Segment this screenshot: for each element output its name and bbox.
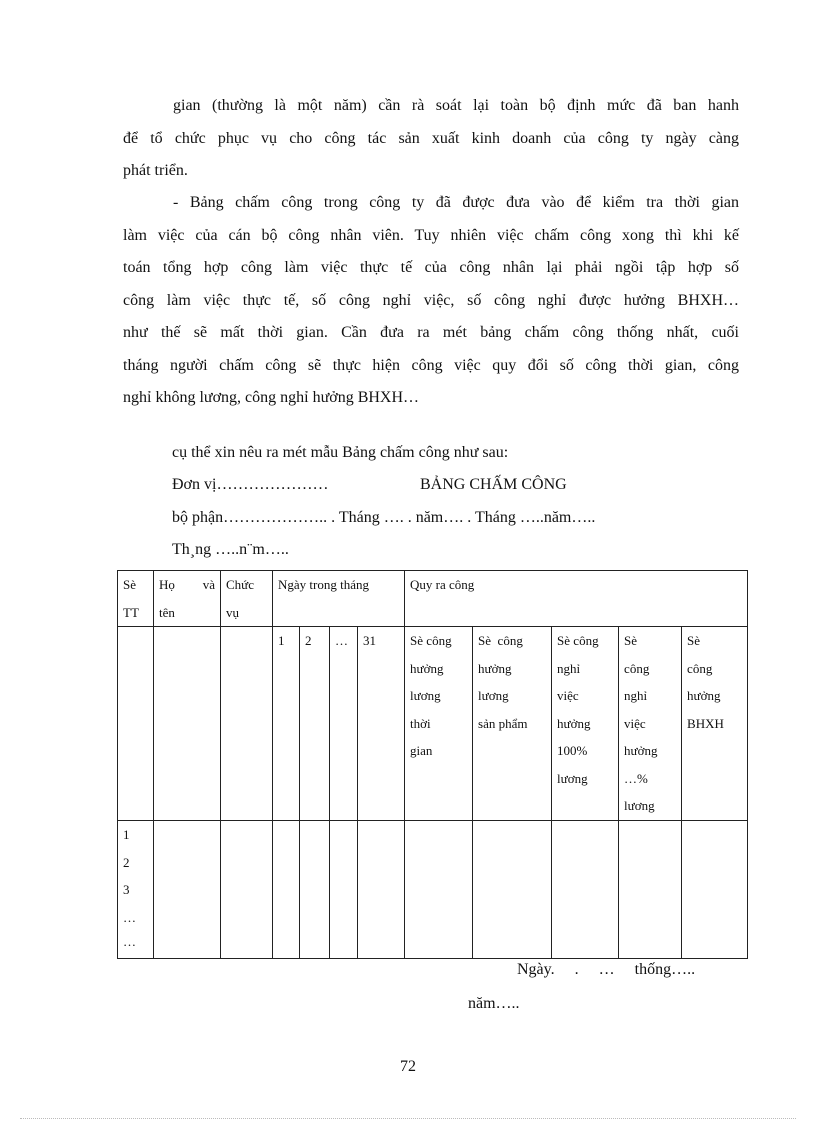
convert-col-bhxh: Sè công hưởng BHXH xyxy=(682,627,748,821)
text-line: để tổ chức phục vụ cho công tác sản xuất kinh doanh của công ty ngày càng xyxy=(123,129,739,147)
convert-col-product: Sè công hưởng lương sản phẩm xyxy=(473,627,552,821)
signature-year: năm….. xyxy=(468,995,520,1012)
table-cell xyxy=(552,821,619,959)
header-name: Họ và tên xyxy=(154,571,221,627)
table-row xyxy=(118,821,748,959)
table-cell xyxy=(619,821,682,959)
text-line: nghỉ không lương, công nghỉ hưởng BHXH… xyxy=(123,389,420,406)
text-line: phát triển. xyxy=(123,162,188,179)
text-line: - Bảng chấm công trong công ty đã được đưa vào để kiểm tra thời gian xyxy=(173,194,739,211)
table-cell xyxy=(405,821,473,959)
text-line: toán tổng hợp công làm việc thực tế của công nhân lại phải ngồi tập hợp số xyxy=(123,259,739,276)
header-convert: Quy ra công xyxy=(405,571,748,627)
text-line: gian (thường là một năm) cần rà soát lại toàn bộ định mức đã ban hanh xyxy=(173,97,739,114)
header-role: Chức vụ xyxy=(221,571,273,627)
paragraph-2 xyxy=(123,187,739,415)
form-intro: cụ thể xin nêu ra mét mẫu Bảng chấm công như sau: xyxy=(172,444,509,461)
table-cell xyxy=(154,627,221,821)
form-title: BẢNG CHẤM CÔNG xyxy=(420,476,567,493)
row-numbers: 1 2 3 … … xyxy=(118,821,154,959)
text-line: công làm việc thực tế, số công nghỉ việc, số công nghỉ được hưởng BHXH… xyxy=(123,291,739,309)
attendance-table xyxy=(117,570,748,959)
day-col-31: 31 xyxy=(358,627,405,821)
text-line: như thế sẽ mất thời gian. Cần đưa ra mét bảng chấm công thống nhất, cuối xyxy=(123,324,739,341)
day-col-ellipsis: … xyxy=(330,627,358,821)
table-cell xyxy=(118,627,154,821)
paragraph-1 xyxy=(123,90,739,188)
text-line: tháng người chấm công sẽ thực hiện công việc quy đổi số công thời gian, công xyxy=(123,356,739,374)
page-edge-divider xyxy=(20,1118,796,1119)
table-cell xyxy=(221,627,273,821)
table-cell xyxy=(358,821,405,959)
signature-date: Ngày. . … thống….. xyxy=(517,961,696,978)
header-stt: Sè TT xyxy=(118,571,154,627)
convert-col-leave-100: Sè công nghỉ việc hưởng 100% lương xyxy=(552,627,619,821)
convert-col-leave-percent: Sè công nghỉ việc hưởng …% lương xyxy=(619,627,682,821)
day-col-1: 1 xyxy=(273,627,300,821)
table-header-row xyxy=(118,571,748,627)
table-subheader-row xyxy=(118,627,748,821)
table-cell xyxy=(330,821,358,959)
table-cell xyxy=(473,821,552,959)
convert-col-time: Sè công hưởng lương thời gian xyxy=(405,627,473,821)
table-cell xyxy=(682,821,748,959)
form-unit: Đơn vị………………… xyxy=(172,476,329,493)
table-cell xyxy=(154,821,221,959)
form-month: Th¸ng …..n¨m….. xyxy=(172,541,289,558)
form-dept: bộ phận……………….. . Tháng …. . năm…. . Tháng …..năm….. xyxy=(172,509,596,526)
page-number: 72 xyxy=(400,1058,416,1075)
header-days: Ngày trong tháng xyxy=(273,571,405,627)
table-cell xyxy=(221,821,273,959)
table-cell xyxy=(273,821,300,959)
table-cell xyxy=(300,821,330,959)
text-line: làm việc của cán bộ công nhân viên. Tuy nhiên việc chấm công xong thì khi kế xyxy=(123,226,739,244)
day-col-2: 2 xyxy=(300,627,330,821)
